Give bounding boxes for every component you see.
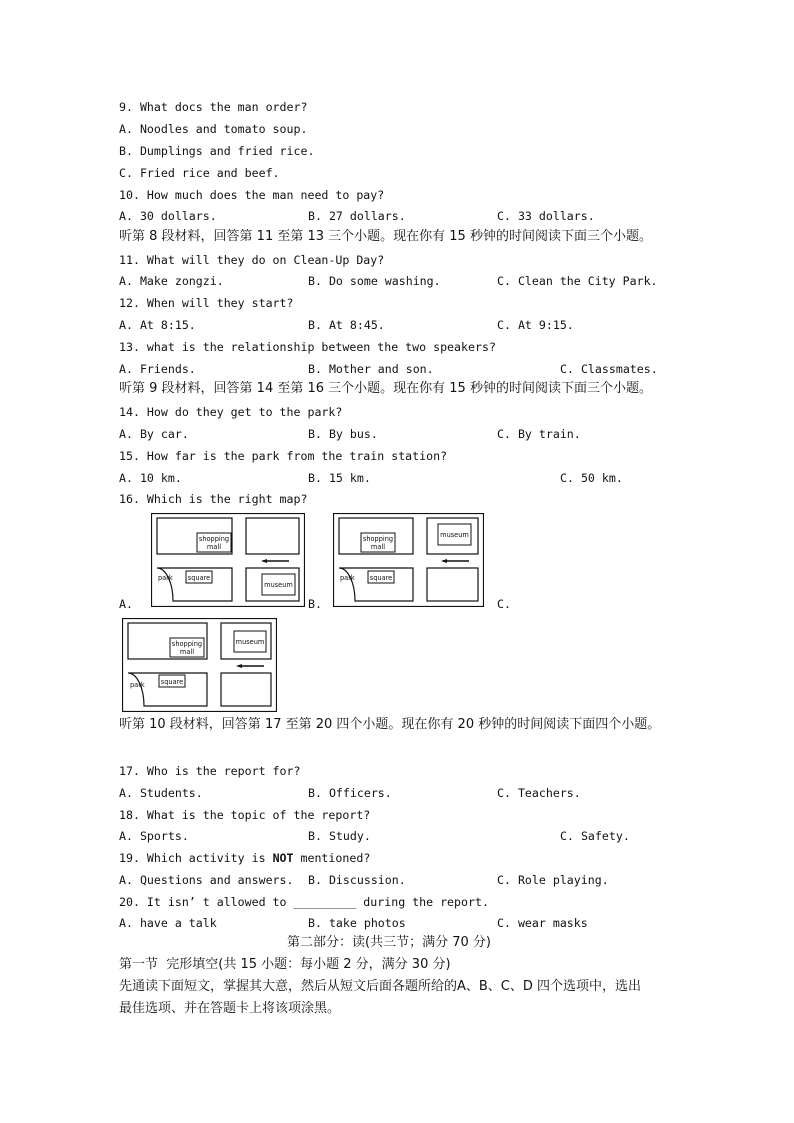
q20-option-c: C. wear masks: [497, 916, 588, 930]
map-b: [333, 513, 484, 607]
q16-question: 16. Which is the right map?: [119, 492, 308, 506]
map-a-square: [186, 571, 212, 583]
q10-option-c: C. 33 dollars.: [497, 209, 595, 223]
q10-option-b: B. 27 dollars.: [308, 209, 406, 223]
q17-question: 17. Who is the report for?: [119, 764, 301, 778]
section1-instruction-line2: 最佳选项、并在答题卡上将该项涂黑。: [119, 1001, 341, 1016]
q19-option-c: C. Role playing.: [497, 873, 609, 887]
map-c-museum: [234, 631, 266, 652]
q20-option-b: B. take photos: [308, 916, 406, 930]
q16-option-b-label: B.: [308, 597, 322, 611]
q16-option-c-label: C.: [497, 597, 511, 611]
map-b-square: [368, 571, 394, 583]
q14-question: 14. How do they get to the park?: [119, 405, 343, 419]
section1-instruction-line1: 先通读下面短文，掌握其大意，然后从短文后面各题所给的A、B、C、D 四个选项中，选出: [119, 979, 642, 994]
q12-option-c: C. At 9:15.: [497, 318, 574, 332]
map-a: [151, 513, 305, 607]
q13-option-a: A. Friends.: [119, 362, 196, 376]
q10-option-a: A. 30 dollars.: [119, 209, 217, 223]
q19-question-emphasis: NOT: [272, 851, 294, 865]
q17-option-a: A. Students.: [119, 786, 203, 800]
q15-option-c: C. 50 km.: [560, 471, 623, 485]
map-c: [122, 618, 277, 712]
instruction-section-10: 听第 10 段材料，回答第 17 至第 20 四个小题。现在你有 20 秒钟的时间阅读下面四个小题。: [119, 717, 661, 732]
q9-option-c: C. Fried rice and beef.: [119, 166, 280, 180]
q19-question: [119, 851, 370, 866]
q19-question-post: mentioned?: [293, 851, 371, 865]
q18-option-b: B. Study.: [308, 829, 371, 843]
q15-question: 15. How far is the park from the train station?: [119, 449, 448, 463]
q11-question: 11. What will they do on Clean-Up Day?: [119, 253, 385, 267]
map-c-shopping-label: shopping: [171, 640, 203, 648]
q13-option-b: B. Mother and son.: [308, 362, 434, 376]
q19-option-b: B. Discussion.: [308, 873, 406, 887]
map-c-museum-label: museum: [235, 638, 265, 646]
q18-question: 18. What is the topic of the report?: [119, 808, 371, 822]
map-b-park-label: park: [340, 574, 355, 582]
q9-question: 9. What docs the man order?: [119, 100, 308, 114]
map-c-shopping-mall: [170, 638, 204, 657]
q16-option-a-label: A.: [119, 597, 133, 611]
map-b-shopping-label: shopping: [362, 535, 394, 543]
q10-question: 10. How much does the man need to pay?: [119, 188, 385, 202]
map-a-museum: [262, 574, 295, 595]
map-c-park-label: park: [130, 681, 145, 689]
q14-option-a: A. By car.: [119, 427, 189, 441]
q15-option-a: A. 10 km.: [119, 471, 182, 485]
q20-option-a: A. have a talk: [119, 916, 217, 930]
q13-option-c: C. Classmates.: [560, 362, 658, 376]
map-b-museum: [438, 524, 471, 545]
q9-option-b: B. Dumplings and fried rice.: [119, 144, 315, 158]
q12-option-b: B. At 8:45.: [308, 318, 385, 332]
q14-option-c: C. By train.: [497, 427, 581, 441]
q11-option-a: A. Make zongzi.: [119, 274, 224, 288]
q9-option-a: A. Noodles and tomato soup.: [119, 122, 308, 136]
q12-option-a: A. At 8:15.: [119, 318, 196, 332]
q12-question: 12. When will they start?: [119, 296, 294, 310]
q15-option-b: B. 15 km.: [308, 471, 371, 485]
q11-option-b: B. Do some washing.: [308, 274, 441, 288]
map-a-square-label: square: [187, 574, 211, 582]
q18-option-c: C. Safety.: [560, 829, 630, 843]
q19-option-a: A. Questions and answers.: [119, 873, 294, 887]
q17-option-b: B. Officers.: [308, 786, 392, 800]
map-a-shopping-label: shopping: [198, 535, 230, 543]
map-a-shopping-mall: [197, 533, 231, 552]
map-a-museum-label: museum: [264, 581, 293, 589]
map-c-square-label: square: [160, 678, 184, 686]
map-c-square: [159, 675, 185, 687]
q14-option-b: B. By bus.: [308, 427, 378, 441]
map-c-mall-label: mall: [179, 648, 195, 656]
map-b-square-label: square: [369, 574, 393, 582]
map-b-shopping-mall: [361, 533, 395, 552]
part2-title: 第二部分：读(共三节；满分 70 分): [287, 935, 491, 950]
instruction-section-9: 听第 9 段材料，回答第 14 至第 16 三个小题。现在你有 15 秒钟的时间阅读下面三个小题。: [119, 381, 652, 396]
q13-question: 13. what is the relationship between the two speakers?: [119, 340, 496, 354]
q17-option-c: C. Teachers.: [497, 786, 581, 800]
section1-title: 第一节 完形填空(共 15 小题：每小题 2 分，满分 30 分): [119, 957, 451, 972]
map-a-park-label: park: [158, 574, 173, 582]
map-a-mall-label: mall: [206, 543, 222, 551]
q19-question-pre: 19. Which activity is: [119, 851, 273, 865]
q20-question: 20. It isn’ t allowed to _________ during the report.: [119, 895, 489, 909]
map-b-mall-label: mall: [370, 543, 386, 551]
map-b-museum-label: museum: [440, 531, 469, 539]
q18-option-a: A. Sports.: [119, 829, 189, 843]
q11-option-c: C. Clean the City Park.: [497, 274, 658, 288]
instruction-section-8: 听第 8 段材料，回答第 11 至第 13 三个小题。现在你有 15 秒钟的时间阅读下面三个小题。: [119, 229, 652, 244]
